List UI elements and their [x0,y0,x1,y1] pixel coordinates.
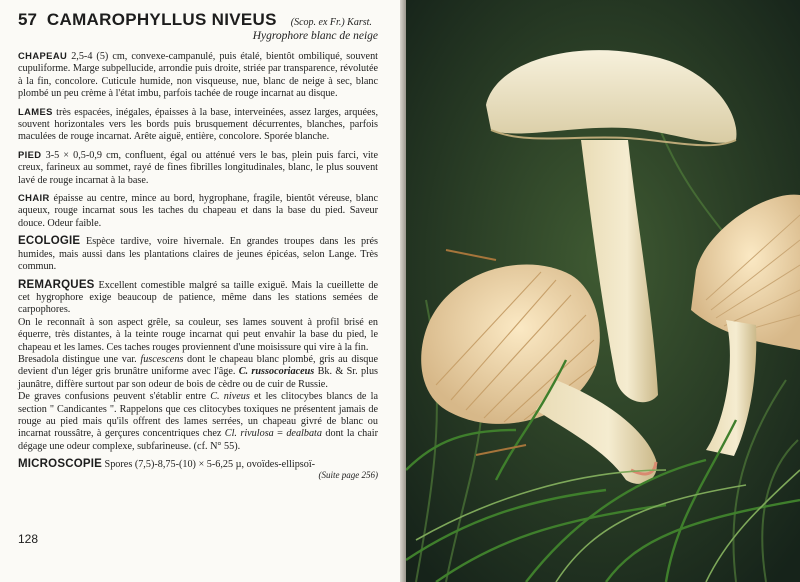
species-number: 57 [18,10,37,29]
remarques-text-3e: Bk. & Sr. plus jaunâtre, diffère surtout par son odeur de bois de cèdre ou de cuir de Russie. [18,366,379,390]
species-ref-rivulosa: Cl. rivulosa [224,428,274,440]
chapeau-label: CHAPEAU [18,50,68,61]
pied-label: PIED [18,148,42,160]
microscopie-text: Spores (7,5)-8,75-(10) × 5-6,25 µ, ovoïdes-ellipsoï- [104,459,316,471]
remarques-label: REMARQUES [18,278,95,291]
species-title: CAMAROPHYLLUS NIVEUS [46,10,277,29]
remarques-text: Excellent comestible malgré sa taille exiguë. Mais la cueillette de cet hygrophore exige beaucoup de patience, même dans les stations semées de carpophores. [18,279,378,316]
related-species-name: C. russocoriaceus [238,366,315,378]
pied-paragraph [18,149,378,187]
mushroom-photo [406,0,800,582]
species-header [18,10,378,32]
species-ref-dealbata: dealbata [286,428,322,440]
microscopie-label: MICROSCOPIE [18,458,102,471]
ecologie-text: Espèce tardive, voire hivernale. En grandes troupes dans les prés humides, mais aussi dans les plantations claires de jeunes épicéas, selon Lange. Très commun. [18,236,378,273]
remarques-text-3a: Bresadola distingue une var. [18,353,137,365]
photo-page [406,0,800,582]
chair-paragraph [18,192,378,230]
pied-text: 3-5 × 0,5-0,9 cm, confluent, égal ou atténué vers le bas, plein puis farci, vite creux, farineux au sommet, rayé de fines fibrilles longitudinales, blanc, le plus souvent lavé de rouge incarnat à la base. [18,149,379,186]
species-ref-niveus: C. niveus [210,391,250,403]
lames-text: très espacées, inégales, épaisses à la base, interveinées, assez larges, arquées, souvent horizontales vers les bords puis brusquement décurrentes, blanches, parfois maculées de rouge incarnat. Arête aiguë, entière, concolore. Sporée blanche. [18,106,378,143]
variety-name: fuscescens [140,353,184,365]
remarques-text-4c: et les clitocybes blancs de la section " Candicantes ". Rappelons que ces clitocybes toxiques ne présentent jamais de rouge au pied mais qu'ils offrent des lames serrées, un chapeau givré de blanc ou incarnat roussâtre, à gerçures concentriques chez [18,391,378,440]
remarques-text-4g: dont la chair dégage une odeur complexe, subfarineuse. (cf. N° 55). [18,428,379,452]
continuation-note: (Suite page 256) [318,469,378,480]
species-author: (Scop. ex Fr.) Karst. [290,17,372,28]
chapeau-paragraph [18,50,378,101]
chair-text: épaisse au centre, mince au bord, hygrophane, fragile, bientôt véreuse, blanc aqueux, rouge incarnat sous les taches du chapeau et dans la base du pied. Saveur douce. Odeur faible. [18,193,378,229]
chapeau-text: 2,5-4 (5) cm, convexe-campanulé, puis étalé, bientôt ombiliqué, souvent cupuliforme. Marge subpellucide, arrondie puis droite, striée par transparence, révolutée à la fin, concolore. Cuticule humide, non visqueuse, nue, blanc de neige à sec, blanc plombé un peu crème à l'état imbu, parfois tachée de rouge incarnat au disque. [18,51,378,100]
ecologie-paragraph [18,235,378,273]
remarques-paragraph-2 [18,317,378,354]
remarques-paragraph [18,279,378,317]
chair-label: CHAIR [18,192,50,204]
equals-sign: = [277,428,283,440]
lames-label: LAMES [18,105,53,117]
remarques-text-3c: dont le chapeau blanc plombé, gris au disque devient d'un léger gris brunâtre uniforme avec l'âge. [18,353,379,378]
common-name: Hygrophore blanc de neige [252,30,378,42]
lames-paragraph [18,106,378,144]
ecologie-label: ECOLOGIE [18,235,81,248]
remarques-text-2: On le reconnaît à son aspect grêle, sa couleur, ses lames souvent à profil brisé en équerre, très distantes, à la teinte rouge incarnat qui peut envahir la base du pied, le chapeau et les lames. Ces taches rouges proviennent d'une moisissure qui vire à la fin. [18,316,378,353]
page-number: 128 [18,532,39,546]
remarques-paragraph-3 [18,354,378,391]
remarques-text-4a: De graves confusions peuvent s'établir entre [18,391,207,403]
remarques-paragraph-4 [18,391,378,453]
